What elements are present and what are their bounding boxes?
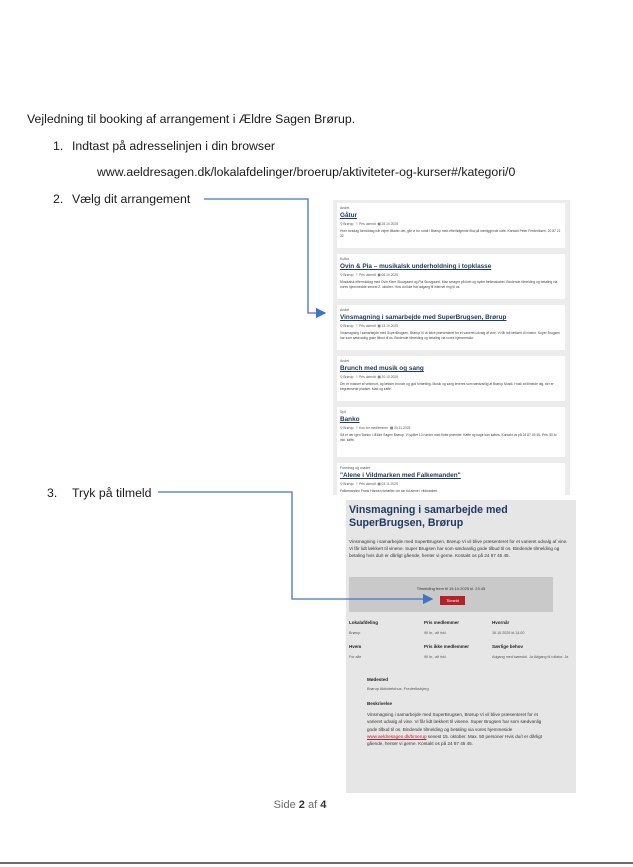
price-tag-icon: ⚐ <box>355 324 359 328</box>
event-title-link[interactable]: Banko <box>340 416 360 423</box>
step-3-number: 3. <box>47 486 58 500</box>
calendar-icon: ▦ <box>377 324 381 328</box>
arrow-step-2 <box>204 199 325 313</box>
location-pin-icon: ⚲ <box>340 482 343 486</box>
step-3-text: Tryk på tilmeld <box>72 486 152 500</box>
event-meta: ⚲ Brørup ⚐ Kun for medlemmer ▦ 30.11.2025 <box>340 426 411 430</box>
info-label: Hvem <box>349 644 362 649</box>
description-text: Vinsmagning i samarbejde med SuperBrugsen, Brørup Vi vil blive præsenteret for et varieret udvalg af vine. Vi får lidt lækkert til vinene. Super Brugsen har som sædvanlig gode tilbud til os. Bindende tilmelding og betaling via vores hjemmeside www.aeldresagen.dk/broerup senest 15. oktober. Max. 50 personer Hvis du/I er dårligt gående, henter vi gerne. Kontakt os på 24 87 45 45. <box>367 712 542 747</box>
event-meta: ⚲ Brørup ⚐ Pris ukendt ▦ 13.10.2025 <box>340 324 399 328</box>
info-label: Pris ikke medlemmer <box>424 644 470 649</box>
info-label: Hvornår <box>492 620 510 625</box>
arrow-step-3 <box>158 492 432 599</box>
price-tag-icon: ⚐ <box>355 375 359 379</box>
event-category: Foredrag og møder <box>340 466 371 470</box>
detail-title: Vinsmagning i samarbejde med SuperBrugsen, Brørup <box>349 504 508 529</box>
event-title-link[interactable]: Brunch med musik og sang <box>340 365 424 372</box>
step-2-number: 2. <box>53 192 64 206</box>
event-title-link[interactable]: Vinsmagning i samarbejde med SuperBrugsen, Brørup <box>340 314 507 321</box>
calendar-icon: ▦ <box>377 273 381 277</box>
page-footer: Side 2 af 4 <box>273 799 327 811</box>
info-value: Brørup <box>349 631 361 635</box>
price-tag-icon: ⚐ <box>355 273 359 277</box>
event-title-link[interactable]: Ovin & Pia – musikalsk underholdning i topklasse <box>340 263 492 270</box>
booking-deadline: Tilmelding frem til 15.10.2025 kl. 23.45 <box>416 586 486 591</box>
price-tag-icon: ⚐ <box>355 426 359 430</box>
calendar-icon: ▦ <box>377 375 381 379</box>
description-link[interactable]: www.aeldresagen.dk/broerup <box>367 733 427 739</box>
description-label: Beskrivelse <box>367 701 393 706</box>
event-meta: ⚲ Brørup ⚐ Pris ukendt ▦ 28.10.2025 <box>340 222 399 226</box>
info-value: 90 kr., alt inkl. <box>424 655 447 659</box>
event-description: Så er der igen Banko i Ældre Sagen Brørup. Vi spiller 10 runder med flotte præmier. Kaffe og kage kan købes. Kontakt os på 24 87 45 45. Pris: 50 kr. inkl. kaffe. <box>340 433 558 442</box>
location-pin-icon: ⚲ <box>340 222 343 226</box>
address-url: www.aeldresagen.dk/lokalafdelinger/broerup/aktiviteter-og-kurser#/kategori/0 <box>97 165 516 179</box>
intro-heading: Vejledning til booking af arrangement i Ældre Sagen Brørup. <box>27 112 356 126</box>
event-title-link[interactable]: Gåtur <box>340 212 358 219</box>
event-description: Vinsmagning i samarbejde med SuperBrugsen, Brørup Vi vil blive præsenteret for et varieret udvalg af vine. Vi får lidt lækkert til vinene. Super Brugsen har som sædvanlig gode tilbud til os. Bindende tilmelding og betaling via vores hjemmeside. <box>340 331 560 340</box>
event-category: Andet <box>340 359 350 363</box>
signup-button[interactable]: Tilmeld <box>440 596 465 605</box>
event-meta: ⚲ Brørup ⚐ Pris ukendt ▦ 20.10.2025 <box>340 375 399 379</box>
event-meta: ⚲ Brørup ⚐ Pris ukendt ▦ 06.10.2025 <box>340 273 399 277</box>
event-category: Spil <box>340 410 346 414</box>
price-tag-icon: ⚐ <box>355 222 359 226</box>
calendar-icon: ▦ <box>377 482 381 486</box>
event-description: Falkemanden Frank Hansen fortæller om sin tid alene i vildmarken. <box>340 489 439 493</box>
info-value: For alle <box>349 655 362 659</box>
event-category: Andet <box>340 206 350 210</box>
venue-value: Brørup Aktivitetshus, Frederiksbjerg <box>367 686 429 691</box>
info-label: Særlige behov <box>492 644 524 649</box>
price-tag-icon: ⚐ <box>355 482 359 486</box>
event-meta: ⚲ Brørup ⚐ Pris ukendt ▦ 03.11.2025 <box>340 482 398 486</box>
bottom-rule <box>0 862 633 864</box>
location-pin-icon: ⚲ <box>340 426 343 430</box>
event-description: Musikalsk eftermiddag med Ovin Klem Skovgaard og Pia Skovgaard. Man smager på livet og nyder fællesskabet. Bindende tilmelding og betaling via vores hjemmeside senest 2. oktober. Hvis du ikke har adgang til internet ring til os. <box>340 280 558 289</box>
info-value: 16.10.2025 kl.14.00 <box>492 631 525 635</box>
event-category: Kultur <box>340 257 350 261</box>
step-1-text: Indtast på adresselinjen i din browser <box>72 139 276 153</box>
detail-lead: Vinsmagning i samarbejde med SuperBrugsen, Brørup Vi vil blive præsenteret for et varieret udvalg af vine. Vi får lidt lækkert til vinene. Super Brugsen har som sædvanlig gode tilbud til os. Bindende tilmelding og betaling hvis du/I er dårligt gående, henter vi gerne. Kontakt os på 24 87 45 45. <box>349 539 568 558</box>
info-value: Adgang med kørestol. Ja Adgang til rollator. Ja <box>492 655 569 659</box>
step-1-number: 1. <box>53 139 64 153</box>
location-pin-icon: ⚲ <box>340 375 343 379</box>
step-2-text: Vælg dit arrangement <box>72 192 191 206</box>
info-label: Pris medlemmer <box>424 620 460 625</box>
location-pin-icon: ⚲ <box>340 273 343 277</box>
calendar-icon: ▦ <box>377 222 381 226</box>
event-description: Hver torsdag formiddag når vejret tillader det, går vi tur rundt i Brørup med efterfølgende fika på nærliggende café. Kontakt Peter Frederiksen, 20 87 21 32 <box>340 229 561 238</box>
event-category: Andet <box>340 308 350 312</box>
event-title-link[interactable]: "Alene i Vildmarken med Falkemanden" <box>340 472 461 479</box>
venue-label: Mødested <box>367 677 389 682</box>
calendar-icon: ▦ <box>389 426 394 430</box>
event-description: Der er masser af velsmurt, og lækker brunch og god fortælling. Musik og sang leveres som sædvanlig af Brørup Musik. Husk at tilmelde dig, der er begrænsede pladser. Mad og kaffe. <box>340 382 554 391</box>
info-value: 90 kr., alt inkl. <box>424 631 447 635</box>
location-pin-icon: ⚲ <box>340 324 343 328</box>
info-label: Lokalafdeling <box>349 620 379 625</box>
